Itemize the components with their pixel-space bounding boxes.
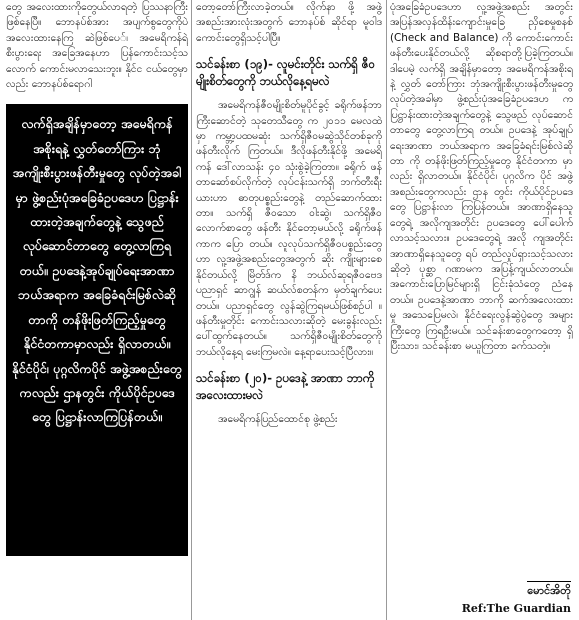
body-paragraph: ပုံအခြေခံဥပဒေဟာ လူ့အဖွဲ့အစည်း အတွင်း အပြန်အလှန်ထိန်းကျောင်းမှုခြေ ညှိစေမှုစနစ် (Check and Balance) ကို ကောင်းကောင်းဖန်တီးပေးနိုင်တယ်လို့ ဆိုစရာတို့ပြခဲ့ကြတယ်။ ဒါပေမဲ့ လက်ရှိ အချိန်မှာတော့ အမေရိကန်အစိုးရနဲ့ လွှတ် တော်ကြား ဘုံအကျိုးစီးပွားဖန်တီးမှုတွေ လုပ်တဲ့အခါမှာ ဖွဲ့စည်းပုံအခြေခံဥပဒေဟ က ပြဋ္ဌာန်းထားတဲ့အချက်တွေနဲ့ သွေဖည် လုပ်ဆောင်တာတွေ တွေ့လာကြရ တယ်။ ဥပဒေနဲ့ အုပ်ချုပ်ရေးအာဏာ ဘယ်အရာက အခြေခံရင်းမြစ်လဲဆိုတာ ကို တန်ဖိုးဖြတ်ကြည့်မှုတွေ နိုင်ငံတကာ မှာလည်း ရှိလာတယ်။ နိုင်ငံပိုင်၊ ပုဂ္ဂလိက ပိုင် အဖွဲ့အစည်းတွေကလည်း ဌာန တွင်း ကိုယ်ပိုင်ဥပဒေတွေ ပြဋ္ဌာန်းလာ ကြပြန်တယ်။ အာဏာရှိနေသူတွေရဲ့ အလိုကျအတိုင်း ဥပဒေတွေ ပေါ်ပေါက် လာသင့်သလား။ ဥပဒေတွေရဲ့ အလို ကျအတိုင်း အာဏာရှိနေသူတွေ ရပ် တည်လှုပ်ရှားသင့်သလားဆိုတဲ့ ပုစ္ဆာ ဂဏာမက အပြန့်ကျယ်လာတယ်။ အကောင်းပြောမြင်များရှိ ငြင်းခုံသံတွေ ညံနေတယ်။ ဥပဒေနဲ့အာဏာ ဘာကို ဆက်အလေးထားမှု အသေပြေမလဲ၊ နိုင်ငံရေးလွန်ဆွဲပွဲတွေ အများကြီးတွေ ကြရဦးမယ်။ သင်ခန်းစာတွေကတော့ ရှိပြီးသား၊ သင်ခန်းစာ မယူကြတာ ခက်သတဲ့။ <box>390 1 573 352</box>
body-paragraph: တော့တော်ကြီးလာခဲ့တယ်။ လိုက်နာ ဖို့ အဖွဲ့အစည်းအားလုံးအတွက် ဘောနပ်စ် ဆိုင်ရာ မူဝါဒကောင်းတွေရှိသင့်ပါပြီ။ <box>196 1 382 44</box>
lesson-20-heading: သင်ခန်းစာ (၂၀)- ဥပဒေနဲ့ အာဏာ ဘာကိုအလေးထားမလဲ <box>196 371 375 403</box>
body-paragraph: အမေရိကန်ဇီဝမျိုးစိတ်မူပိုင်ခွင့် ခရိုက်ဖန်ဘာကြီးဆောင်တဲ့ သုတေသီတွေ က ၂၀၁၁ မေလထဲမှာ ကမ္ဘာ့ပထမဆုံး သက်ရှိဇီဝမဆွဲသိုင်တစ်ခုကို ဖန်တီးလိုက် ကြတယ်။ ဒီလိုဖန်တီးနိုင်ဖို့ အမေရိကန် ဒေါ်လာသန်း ၄၀ သုံးစွဲခဲ့ကြတာ။ ခရိုက် ဖန်တာဆော်စပ်လိုက်တဲ့ လုပ်ငန်းသက်ရှိ ဘက်တီးရီးယားဟာ ဓာတုပစ္စည်းတွေနဲ့ တည်ဆောက်ထားတာ။ သက်ရှိ ဇီဝသော ဝါးဆွဲ၊ သက်ရှိဇီဝလောက်စာတွေ ဖန်တီး နိုင်တော့မယ်လို့ ခရိုက်ဖန်ကာက ပြော တယ်။ လူလုပ်သက်ရှိဇီဝပစ္စည်းတွေ ဟာ လူ့အဖွဲ့အစည်းတွေအတွက် ဆိုး ကျိုးများစေနိုင်တယ်လို့ မြိတ်ဒ်က နိ ဘယ်လ်ဆုရဇီဝဗေဒပညာရှင် ဆာဂျွန် ဆယ်လ်စတန်က မှတ်ချက်ပေးတယ်။ ပညာရှင်တွေ လွန်ဆွဲကြရမယ်ဖြစ်စဉ်ပါ ။ ဖန်တီးမှုတိုင်း ကောင်းသလားဆိုတဲ့ မေးခွန်းလည်း ပေါ်ထွက်နေတယ်။ သက်ရှိဇီဝမျိုးစိတ်တွေကို ဘယ်လိုနေ့ရ မေးကြမလဲ။ နေ့ရာပေးသင့်ပြီလား။ <box>196 99 382 358</box>
column-divider <box>386 0 387 620</box>
lesson-19-heading: သင်ခန်းစာ (၁၉)- လူမင်းတိုင်း သက်ရှိ ဇီဝမျိုးစိတ်တွေကို ဘယ်လိုနေ့ရမလဲ <box>196 57 376 89</box>
body-paragraph: တွေ အလေးထားကိုတွေယ်လာရတဲ့ ပြဿနာကြီးဖြစ်နေပြီ။ ဘောနပ်စ်အား အပျက်စွတွေကိုပဲ အလေးထားနေကြ ဆဲဖြစ်ပေ်၊ အမေရိကန်ရဲ့ စီးပွားရေး အခြေအနေဟာ ပြန်ကောင်းသင့်သ လောက် ကောင်းမလာသေးဘူး။ နိုင်င ငယ်တွေမှာလည်း ဘောနပ်စ်ရောဂါ <box>6 1 188 91</box>
author-byline: မောင်အိတို <box>527 581 571 598</box>
column-1 <box>6 0 188 620</box>
column-divider <box>191 0 192 620</box>
source-reference: Ref:The Guardian <box>461 602 571 615</box>
pull-quote: လက်ရှိအချိန်မှာတော့ အမေရိကန်အစိုးရနဲ့ လွှတ်တော်ကြား ဘုံအကျိုးစီးပွားဖန်တီးမှုတွေ လုပ်တဲ့အခါမှာ ဖွဲ့စည်းပုံအခြေခံဥပဒေဟ ပြဋ္ဌာန်းထားတဲ့အချက်တွေနဲ့ သွေဖည်လုပ်ဆောင်တာတွေ တွေ့လာကြရတယ်။ ဥပဒေနဲ့အုပ်ချုပ်ရေးအာဏာ ဘယ်အရာက အခြေခံရင်းမြစ်လဲဆိုတာကို တန်ဖိုးဖြတ်ကြည့်မှုတွေ နိုင်ငံတကာမှာလည်း ရှိလာတယ်။ နိုင်ငံပိုင်၊ ပုဂ္ဂလိကပိုင် အဖွဲ့အစည်းတွေကလည်း ဌာနတွင်း ကိုယ်ပိုင်ဥပဒေတွေ ပြဋ္ဌာန်းလာကြပြန်တယ်။ <box>6 104 188 556</box>
column-2 <box>196 0 382 620</box>
body-paragraph: အမေရိကန်ပြည်ထောင်စု ဖွဲ့စည်း <box>218 413 338 426</box>
column-3 <box>390 0 573 620</box>
